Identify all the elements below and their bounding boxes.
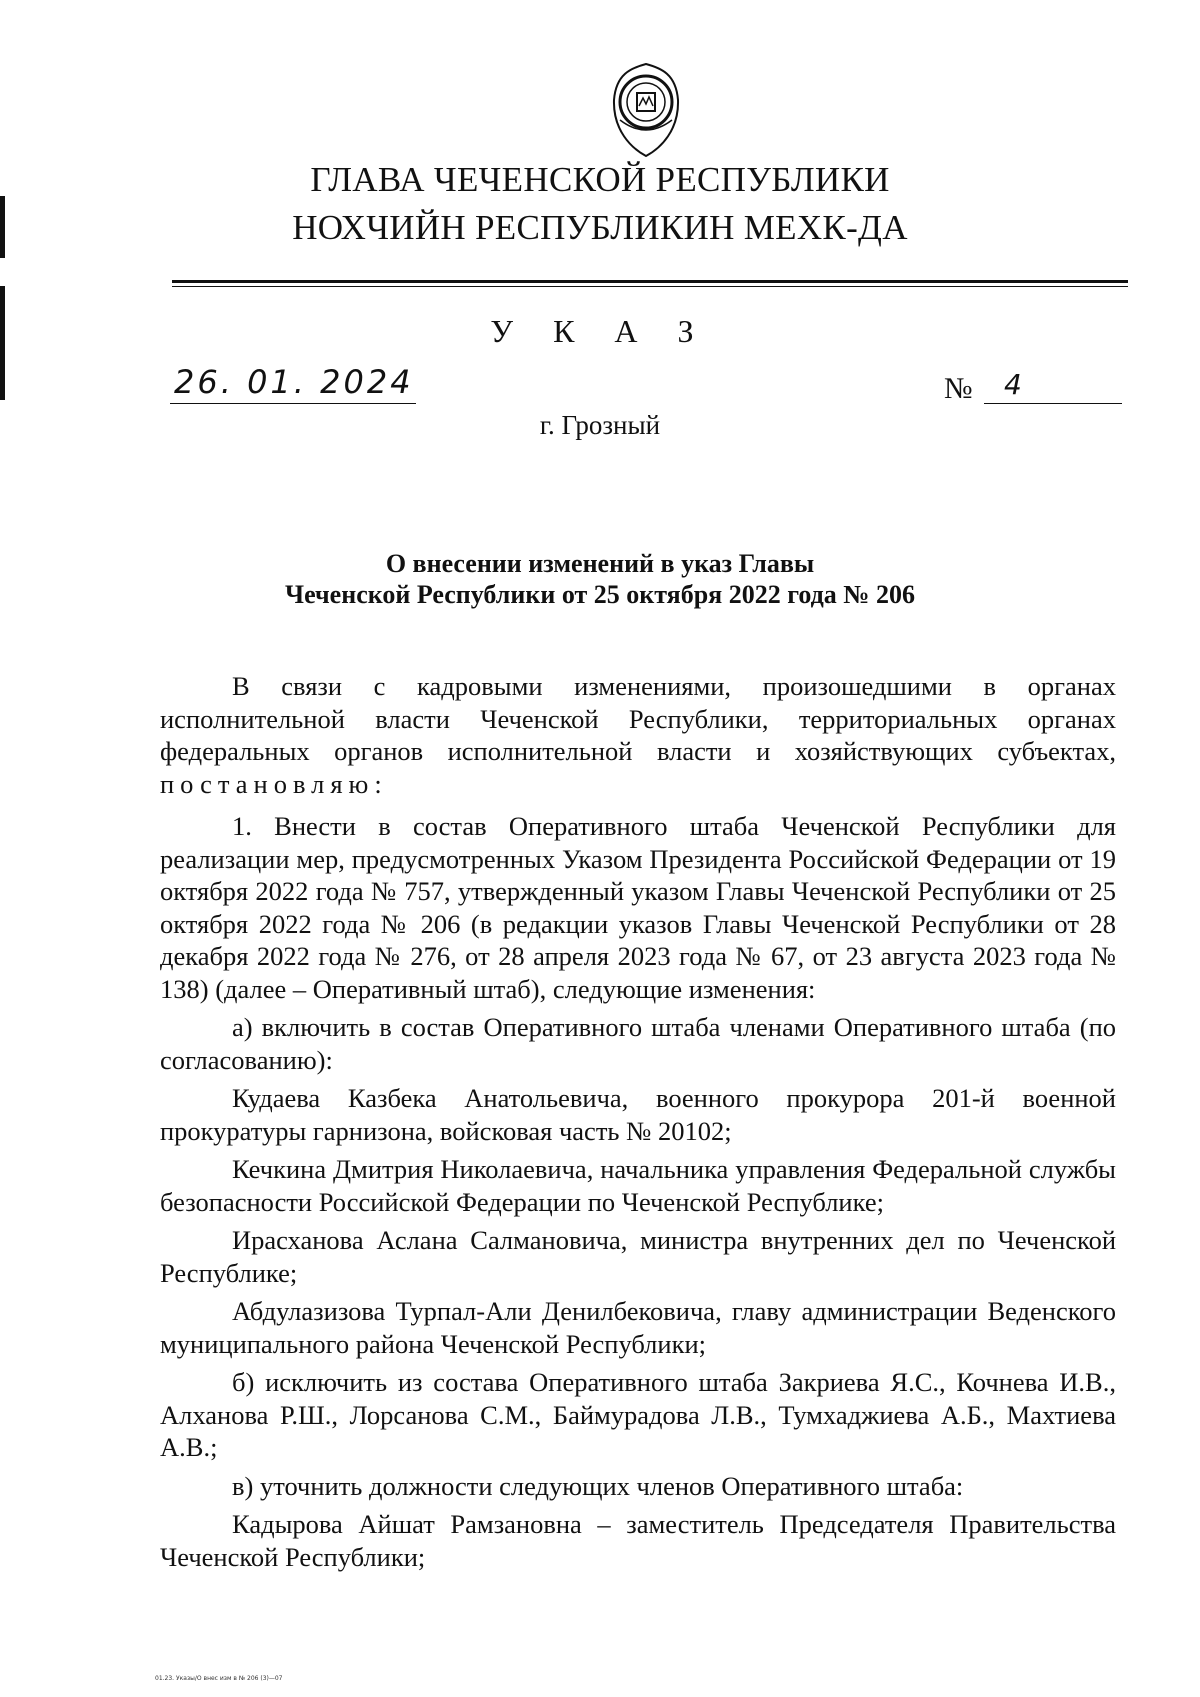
paragraph-v: в) уточнить должности следующих членов Оперативного штаба:	[232, 1470, 964, 1501]
title-line-2: Чеченской Республики от 25 октября 2022 года № 206	[285, 580, 915, 609]
header-rule-thick	[172, 280, 1128, 283]
document-body	[160, 670, 1116, 1573]
document-city: г. Грозный	[539, 410, 661, 440]
decree-word: постановляю:	[160, 768, 388, 799]
paragraph-a: а) включить в состав Оперативного штаба членами Оперативного штаба (по согласованию):	[160, 1012, 1116, 1075]
document-number-label: №	[944, 372, 973, 405]
document-number: 4	[984, 368, 1122, 404]
coat-of-arms-emblem	[606, 60, 686, 160]
header-line-2: НОХЧИЙН РЕСПУБЛИКИН МЕХК-ДА	[292, 208, 908, 247]
document-date: 26. 01. 2024	[170, 363, 416, 404]
footer-file-reference: 01.23. Указы/О внес изм в № 206 (3)—07	[155, 1675, 283, 1682]
paragraph-b: б) исключить из состава Оперативного штаба Закриева Я.С., Кочнева И.В., Алханова Р.Ш., Лорсанова С.М., Баймурадова Л.В., Тумхаджиева А.Б., Махтиева А.В.;	[160, 1367, 1116, 1462]
document-title	[0, 548, 1200, 610]
intro-text: В связи с кадровыми изменениями, произошедшими в органах исполнительной власти Чеченской Республики, территориальных органах федеральных органов исполнительной власти и хозяйствующих субъектах,	[160, 671, 1116, 766]
document-type: У К А З	[490, 313, 710, 349]
title-line-1: О внесении изменений в указ Главы	[385, 549, 815, 578]
paragraph-1: 1. Внести в состав Оперативного штаба Чеченской Республики для реализации мер, предусмотренных Указом Президента Российской Федерации от 19 октября 2022 года № 757, утвержденный указом Главы Чеченской Республики от 25 октября 2022 года № 206 (в редакции указов Главы Чеченской Республики от 28 декабря 2022 года № 276, от 28 апреля 2023 года № 67, от 23 августа 2023 года № 138) (далее – Оперативный штаб), следующие изменения:	[160, 811, 1116, 1004]
header-rule-thin	[172, 286, 1128, 287]
paragraph-abdulazizov: Абдулазизова Турпал-Али Денилбековича, главу администрации Веденского муниципального района Чеченской Республики;	[160, 1296, 1116, 1359]
paragraph-iraskhanov: Ирасханова Аслана Салмановича, министра внутренних дел по Чеченской Республике;	[160, 1225, 1116, 1288]
paragraph-kadyrova: Кадырова Айшат Рамзановна – заместитель Председателя Правительства Чеченской Республики;	[160, 1509, 1116, 1572]
paragraph-kudaev: Кудаева Казбека Анатольевича, военного прокурора 201-й военной прокуратуры гарнизона, войсковая часть № 20102;	[160, 1083, 1116, 1146]
chechen-coat-of-arms-icon	[606, 60, 686, 160]
header-line-1: ГЛАВА ЧЕЧЕНСКОЙ РЕСПУБЛИКИ	[310, 160, 890, 199]
paragraph-kechkin: Кечкина Дмитрия Николаевича, начальника управления Федеральной службы безопасности Российской Федерации по Чеченской Республике;	[160, 1154, 1116, 1217]
intro-paragraph	[160, 670, 1116, 800]
